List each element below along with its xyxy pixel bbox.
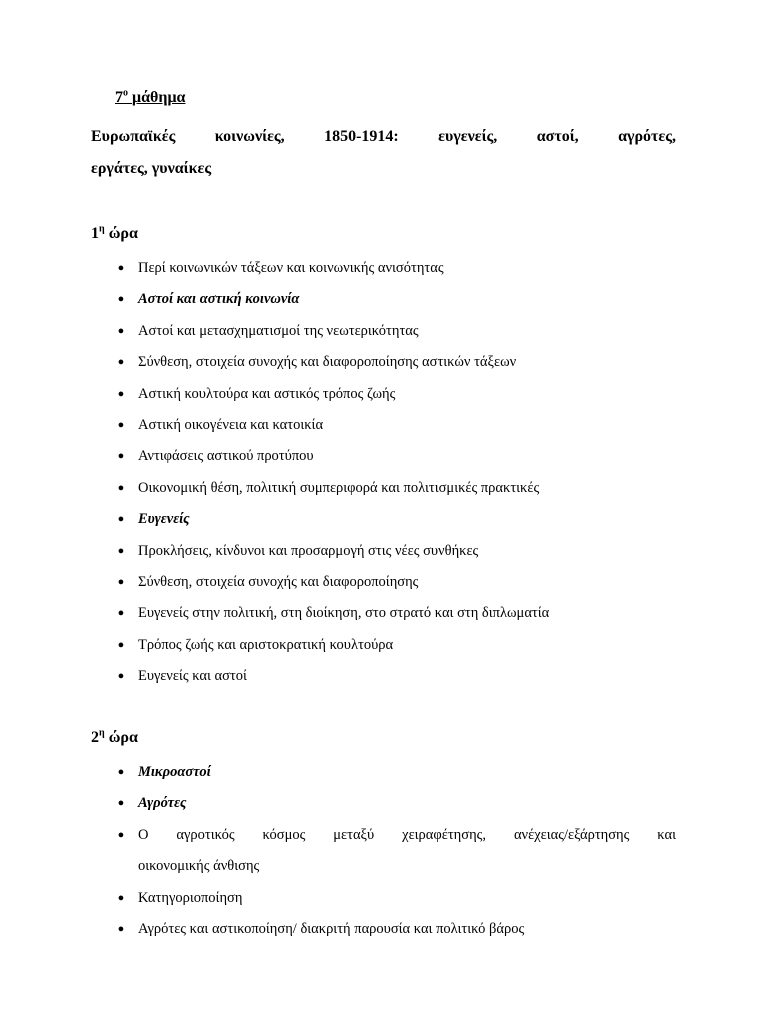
bullet-icon: ● (117, 544, 125, 557)
document-title (91, 121, 676, 185)
bullet-icon: ● (117, 324, 125, 337)
bullet-icon: ● (117, 670, 125, 683)
list-item (0, 441, 676, 472)
bullet-icon: ● (117, 387, 125, 400)
list-item (0, 757, 676, 788)
list-item-text: Ευγενείς στην πολιτική, στη διοίκηση, στο στρατό και στη διπλωματία (138, 605, 550, 622)
list-item-text: Μικροαστοί (138, 764, 211, 780)
hour-1-label: ώρα (108, 225, 138, 242)
list-item-text: Αγρότες (138, 795, 187, 812)
list-item (0, 410, 676, 441)
list-item (0, 536, 676, 567)
list-item (0, 883, 676, 914)
list-item-text: Ευγενείς και αστοί (138, 668, 247, 685)
list-item-text: Αστική κουλτούρα και αστικός τρόπος ζωής (138, 385, 396, 402)
hour-2-label: ώρα (108, 729, 138, 746)
list-item-text: Σύνθεση, στοιχεία συνοχής και διαφοροποίησης αστικών τάξεων (138, 354, 517, 371)
list-item (0, 284, 676, 315)
list-item-text: Ευγενείς (138, 511, 190, 528)
bullet-icon: ● (117, 262, 125, 274)
list-item (0, 504, 676, 535)
bullet-icon: ● (117, 923, 125, 936)
list-item (0, 788, 676, 819)
lesson-label: μάθημα (132, 89, 186, 106)
lesson-number: 7 (115, 89, 123, 106)
hour-1-ordinal-superscript: η (99, 223, 105, 235)
list-item-text: Αστοί και αστική κοινωνία (138, 291, 300, 308)
list-item-text: Αγρότες και αστικοποίηση/ διακριτή παρουσία και πολιτικό βάρος (138, 921, 525, 938)
list-item-text: Κατηγοριοποίηση (138, 889, 243, 906)
list-item (0, 598, 676, 629)
list-item (0, 661, 676, 692)
list-item-text: Αντιφάσεις αστικού προτύπου (138, 448, 314, 465)
bullet-icon: ● (117, 356, 125, 369)
list-item-text: Προκλήσεις, κίνδυνοι και προσαρμογή στις νέες συνθήκες (138, 542, 479, 559)
hour-1-number: 1 (91, 225, 99, 242)
list-item-text: Αστική οικογένεια και κατοικία (138, 417, 324, 434)
hour-1-bullet-list (0, 253, 768, 693)
list-item (0, 379, 676, 410)
lesson-heading (115, 88, 185, 108)
list-item-text: Σύνθεση, στοιχεία συνοχής και διαφοροποίησης (138, 574, 419, 591)
list-item (0, 347, 676, 378)
hour-1-heading (91, 224, 138, 244)
list-item (0, 473, 676, 504)
list-item-text: Αστοί και μετασχηματισμοί της νεωτερικότητας (138, 322, 419, 339)
list-item-text-line-1: Ο αγροτικός κόσμος μεταξύ χειραφέτησης, ανέχειας/εξάρτησης και (138, 826, 676, 843)
hour-2-bullet-list (0, 757, 768, 945)
list-item-text (138, 820, 676, 883)
list-item (0, 630, 676, 661)
list-item-text: Οικονομική θέση, πολιτική συμπεριφορά και πολιτισμικές πρακτικές (138, 479, 540, 496)
bullet-icon: ● (117, 419, 125, 432)
list-item-text: Περί κοινωνικών τάξεων και κοινωνικής ανισότητας (138, 260, 444, 276)
hour-2-heading (91, 728, 138, 748)
list-item-text: Τρόπος ζωής και αριστοκρατική κουλτούρα (138, 636, 394, 653)
list-item (0, 253, 676, 284)
hour-2-ordinal-superscript: η (99, 727, 105, 739)
list-item (0, 567, 676, 598)
list-item-text-line-2: οικονομικής άνθισης (138, 858, 260, 875)
list-item (0, 820, 676, 883)
bullet-icon: ● (117, 891, 125, 904)
bullet-icon: ● (117, 293, 125, 306)
bullet-icon: ● (117, 513, 125, 526)
bullet-icon: ● (117, 638, 125, 651)
bullet-icon: ● (117, 607, 125, 620)
bullet-icon: ● (117, 797, 125, 810)
bullet-icon: ● (117, 481, 125, 494)
list-item (0, 316, 676, 347)
bullet-icon: ● (117, 766, 125, 778)
document-title-line-2: εργάτες, γυναίκες (91, 160, 212, 177)
lesson-ordinal-superscript: ο (123, 87, 128, 99)
bullet-icon: ● (117, 828, 125, 841)
hour-2-number: 2 (91, 729, 99, 746)
bullet-icon: ● (117, 450, 125, 463)
bullet-icon: ● (117, 576, 125, 589)
document-title-line-1: Ευρωπαϊκές κοινωνίες, 1850-1914: ευγενείς, αστοί, αγρότες, (91, 128, 676, 145)
list-item (0, 914, 676, 945)
